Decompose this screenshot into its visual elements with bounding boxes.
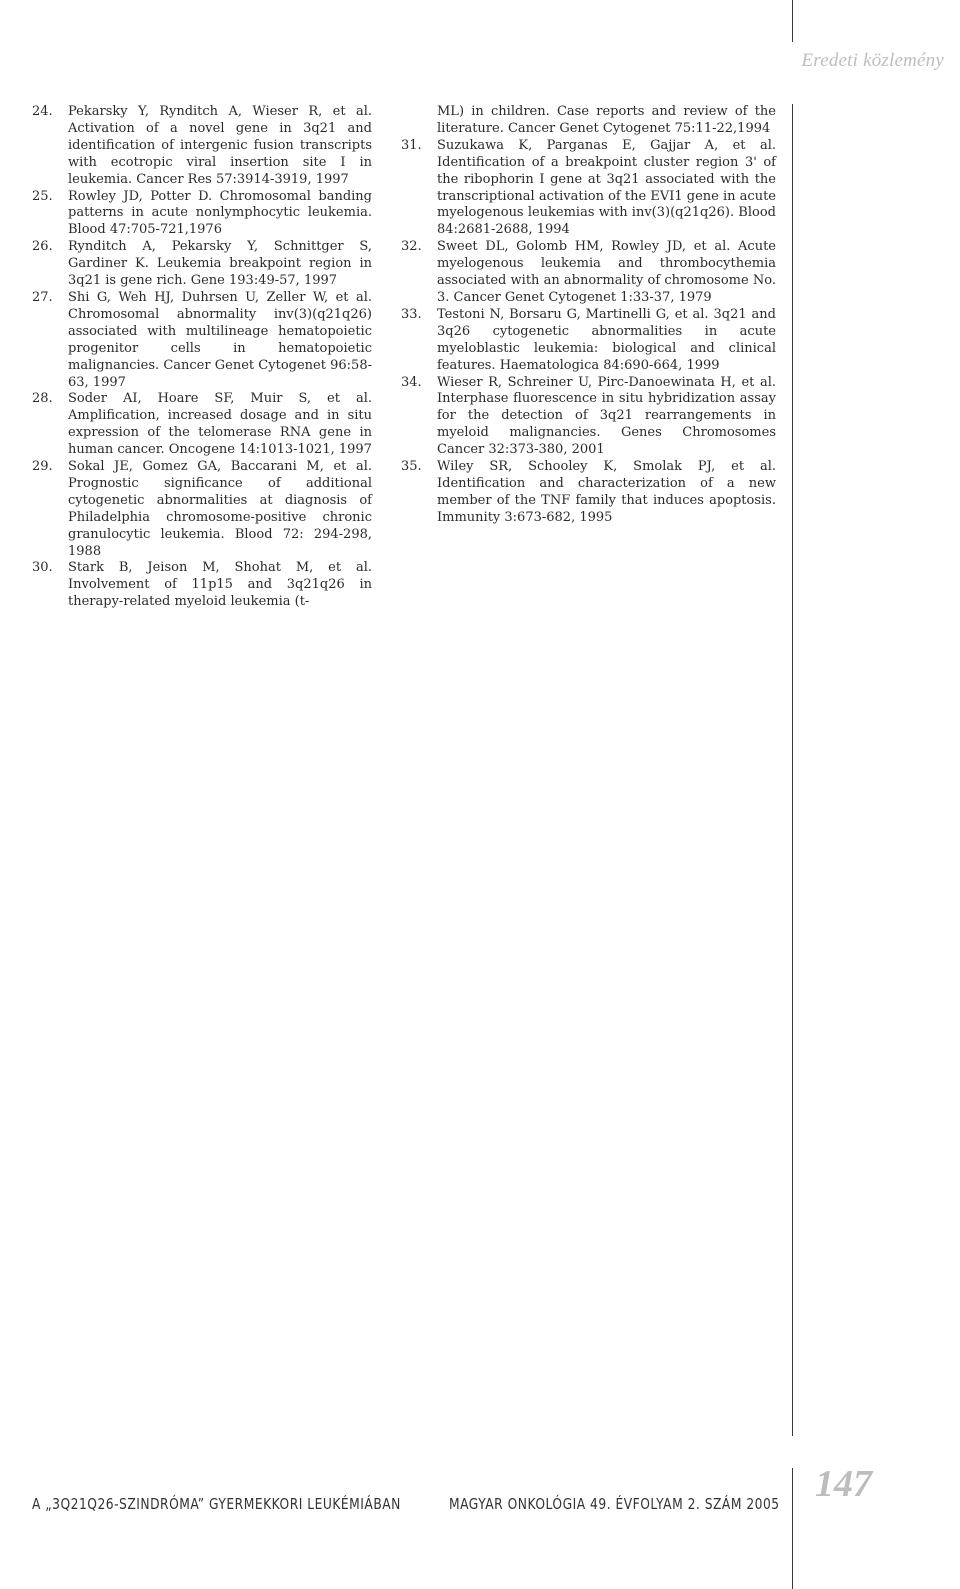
reference-number: 29. xyxy=(32,459,53,475)
reference-text: Rynditch A, Pekarsky Y, Schnittger S, Gardiner K. Leukemia breakpoint region in 3q21 is gene rich. Gene 193:49-57, 1997 xyxy=(68,239,372,289)
reference-item xyxy=(32,459,372,560)
references-right-column xyxy=(401,104,776,527)
reference-text: Testoni N, Borsaru G, Martinelli G, et al. 3q21 and 3q26 cytogenetic abnormalities in acute myeloblastic leukemia: biological and clinical features. Haematologica 84:690-664, 1999 xyxy=(437,306,776,373)
reference-item xyxy=(32,239,372,290)
reference-number: 24. xyxy=(32,104,53,119)
top-right-rule xyxy=(792,0,793,42)
reference-text: Soder AI, Hoare SF, Muir S, et al. Amplification, increased dosage and in situ expression of the telomerase RNA gene in human cancer. Oncogene 14:1013-1021, 1997 xyxy=(68,391,372,458)
reference-item xyxy=(401,459,776,527)
reference-text: Pekarsky Y, Rynditch A, Wieser R, et al. Activation of a novel gene in 3q21 and identification of intergenic fusion transcripts with ecotropic viral insertion site I in leukemia. Cancer Res 57:3914-3919, 1997 xyxy=(68,104,372,187)
section-label: Eredeti közlemény xyxy=(801,50,944,71)
reference-number: 33. xyxy=(401,306,422,322)
reference-item xyxy=(401,239,776,307)
reference-number: 32. xyxy=(401,239,422,255)
reference-item xyxy=(401,375,776,460)
reference-text: Suzukawa K, Parganas E, Gajjar A, et al. Identification of a breakpoint cluster region 3' of the ribophorin I gene at 3q21 associated with the transcriptional activation of the EVI1 gene in acute myelogenous leukemias with inv(3)(q21q26). Blood 84:2681-2688, 1994 xyxy=(437,137,776,238)
bottom-right-rule xyxy=(792,1468,793,1589)
reference-text: Sokal JE, Gomez GA, Baccarani M, et al. Prognostic significance of additional cytogenetic abnormalities at diagnosis of Philadelphia chromosome-positive chronic granulocytic leukemia. Blood 72: 294-298, 1988 xyxy=(68,459,372,559)
footer-article-title: A „3Q21Q26-SZINDRÓMA” GYERMEKKORI LEUKÉMIÁBAN xyxy=(32,1495,401,1513)
reference-number: 31. xyxy=(401,137,422,153)
reference-text: Sweet DL, Golomb HM, Rowley JD, et al. Acute myelogenous leukemia and thrombocythemia associated with an abnormality of chromosome No. 3. Cancer Genet Cytogenet 1:33-37, 1979 xyxy=(437,239,776,305)
reference-item xyxy=(32,560,372,611)
reference-item xyxy=(32,189,372,240)
reference-text: Shi G, Weh HJ, Duhrsen U, Zeller W, et al. Chromosomal abnormality inv(3)(q21q26) associated with multilineage hematopoietic progenitor cells in hematopoietic malignancies. Cancer Genet Cytogenet 96:58-63, 1997 xyxy=(68,289,372,390)
reference-text: Wiley SR, Schooley K, Smolak PJ, et al. Identification and characterization of a new member of the TNF family that induces apoptosis. Immunity 3:673-682, 1995 xyxy=(437,459,776,525)
reference-number: 34. xyxy=(401,374,422,390)
reference-number: 30. xyxy=(32,560,53,576)
reference-number: 26. xyxy=(32,239,53,255)
reference-number: 25. xyxy=(32,188,53,204)
reference-item xyxy=(401,138,776,239)
page-number: 147 xyxy=(815,1463,872,1505)
reference-text: ML) in children. Case reports and review of the literature. Cancer Genet Cytogenet 75:11-22,1994 xyxy=(437,104,776,136)
reference-item xyxy=(32,104,372,189)
reference-item xyxy=(32,391,372,459)
reference-text: Wieser R, Schreiner U, Pirc-Danoewinata H, et al. Interphase fluorescence in situ hybridization assay for the detection of 3q21 rearrangements in myeloid malignancies. Genes Chromosomes Cancer 32:373-380, 2001 xyxy=(437,374,776,458)
reference-text: Rowley JD, Potter D. Chromosomal banding patterns in acute nonlymphocytic leukemia. Blood 47:705-721,1976 xyxy=(68,188,372,238)
reference-continuation xyxy=(401,104,776,138)
reference-item xyxy=(401,307,776,375)
reference-text: Stark B, Jeison M, Shohat M, et al. Involvement of 11p15 and 3q21q26 in therapy-related myeloid leukemia (t- xyxy=(68,560,372,610)
reference-number: 35. xyxy=(401,459,422,475)
column-right-rule xyxy=(792,104,793,1436)
reference-item xyxy=(32,290,372,391)
reference-number: 27. xyxy=(32,289,53,305)
reference-number: 28. xyxy=(32,391,53,407)
footer-journal-info: MAGYAR ONKOLÓGIA 49. ÉVFOLYAM 2. SZÁM 2005 xyxy=(449,1495,780,1513)
references-left-column xyxy=(32,104,372,611)
